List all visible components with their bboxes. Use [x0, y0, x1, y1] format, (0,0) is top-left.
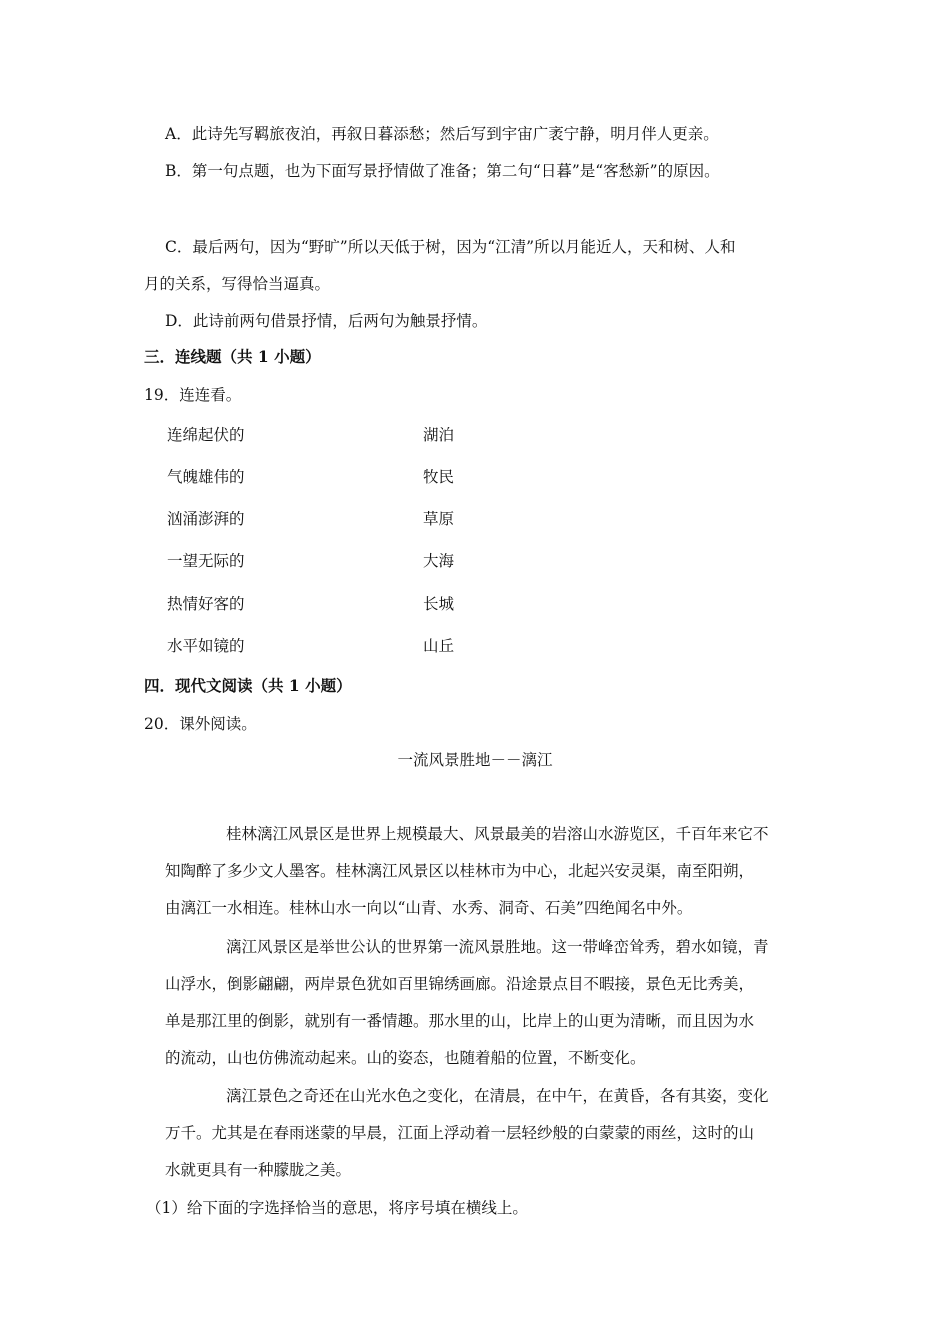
option-c-line2: 月的关系，写得恰当逼真。 — [144, 275, 331, 293]
section-heading-3: 三．连线题（共 1 小题） — [144, 347, 321, 366]
passage-p2-line: 单是那江里的倒影，就别有一番情趣。那水里的山，比岸上的山更为清晰，而且因为水 — [165, 1012, 755, 1030]
option-c-line1: C．最后两句，因为“野旷”所以天低于树，因为“江清”所以月能近人，天和树、人和 — [165, 238, 736, 256]
sub-question-1: （1）给下面的字选择恰当的意思，将序号填在横线上。 — [146, 1199, 528, 1217]
passage-p3-line: 漓江景色之奇还在山光水色之变化，在清晨，在中午，在黄昏，各有其姿，变化 — [226, 1087, 769, 1105]
question-20: 20．课外阅读。 — [144, 715, 257, 733]
passage-title: 一流风景胜地－－漓江 — [397, 751, 553, 769]
passage-p3-line: 万千。尤其是在春雨迷蒙的早晨，江面上浮动着一层轻纱般的白蒙蒙的雨丝，这时的山 — [165, 1124, 755, 1142]
match-right-item: 大海 — [423, 552, 455, 570]
section-heading-4: 四．现代文阅读（共 1 小题） — [144, 676, 352, 695]
passage-p3-line: 水就更具有一种朦胧之美。 — [165, 1161, 352, 1179]
match-right-item: 湖泊 — [423, 426, 455, 444]
match-right-item: 长城 — [423, 595, 455, 613]
match-right-item: 牧民 — [423, 468, 455, 486]
match-left-item: 汹涌澎湃的 — [167, 510, 245, 528]
match-left-item: 一望无际的 — [167, 552, 245, 570]
match-left-item: 热情好客的 — [167, 595, 245, 613]
passage-p1-line: 由漓江一水相连。桂林山水一向以“山青、水秀、洞奇、石美”四绝闻名中外。 — [165, 899, 693, 917]
passage-p1-line: 知陶醉了多少文人墨客。桂林漓江风景区以桂林市为中心，北起兴安灵渠，南至阳朔， — [165, 862, 755, 880]
option-b: B．第一句点题，也为下面写景抒情做了准备；第二句“日暮”是“客愁新”的原因。 — [165, 162, 720, 180]
match-left-item: 气魄雄伟的 — [167, 468, 245, 486]
option-d: D．此诗前两句借景抒情，后两句为触景抒情。 — [165, 312, 488, 330]
passage-p2-line: 的流动，山也仿佛流动起来。山的姿态，也随着船的位置，不断变化。 — [165, 1049, 646, 1067]
match-left-item: 连绵起伏的 — [167, 426, 245, 444]
passage-p1-line: 桂林漓江风景区是世界上规模最大、风景最美的岩溶山水游览区，千百年来它不 — [226, 825, 769, 843]
question-19: 19．连连看。 — [144, 386, 242, 404]
match-right-item: 草原 — [423, 510, 455, 528]
match-right-item: 山丘 — [423, 637, 455, 655]
passage-p2-line: 山浮水，倒影翩翩，两岸景色犹如百里锦绣画廊。沿途景点目不暇接，景色无比秀美， — [165, 975, 755, 993]
passage-p2-line: 漓江风景区是举世公认的世界第一流风景胜地。这一带峰峦耸秀，碧水如镜，青 — [226, 938, 769, 956]
option-a: A．此诗先写羁旅夜泊，再叙日暮添愁；然后写到宇宙广袤宁静，明月伴人更亲。 — [165, 125, 719, 143]
match-left-item: 水平如镜的 — [167, 637, 245, 655]
